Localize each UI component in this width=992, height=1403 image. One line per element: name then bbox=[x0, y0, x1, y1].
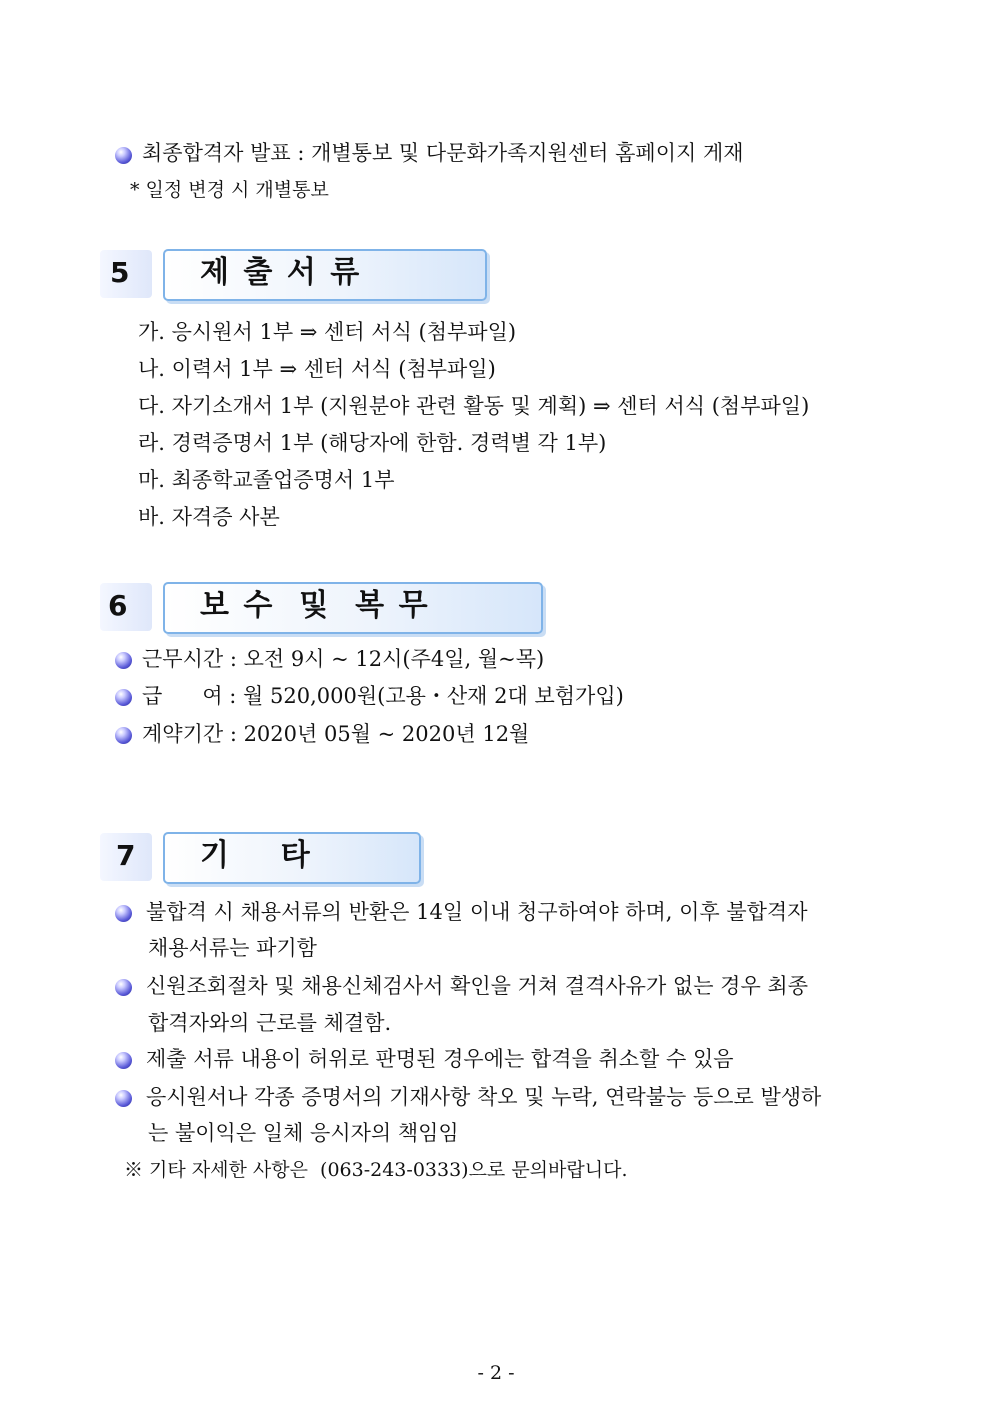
page-number: - 2 - bbox=[477, 1362, 515, 1384]
bullet-icon bbox=[115, 979, 132, 996]
bullet-icon bbox=[115, 727, 132, 744]
section-heading: 기 타 bbox=[200, 838, 312, 873]
section-number: 5 bbox=[110, 256, 130, 289]
document-item: 가. 응시원서 1부 ⇒ 센터 서식 (첨부파일) bbox=[138, 320, 517, 344]
other-item-continued: 합격자와의 근로를 체결함. bbox=[148, 1011, 392, 1035]
pay-item: 급 여 : 월 520,000원(고용・산재 2대 보험가입) bbox=[142, 684, 624, 708]
bullet-icon bbox=[115, 1052, 132, 1069]
pay-item: 근무시간 : 오전 9시 ~ 12시(주4일, 월~목) bbox=[142, 647, 545, 671]
section-number: 6 bbox=[108, 589, 128, 622]
document-item: 바. 자격증 사본 bbox=[138, 505, 280, 529]
document-item: 라. 경력증명서 1부 (해당자에 한함. 경력별 각 1부) bbox=[138, 431, 607, 455]
pay-item: 계약기간 : 2020년 05월 ~ 2020년 12월 bbox=[142, 722, 530, 746]
section-heading: 보 수 및 복 무 bbox=[200, 588, 430, 623]
other-item: 응시원서나 각종 증명서의 기재사항 착오 및 누락, 연락불능 등으로 발생하 bbox=[146, 1085, 822, 1109]
bullet-icon bbox=[115, 1090, 132, 1107]
document-item: 마. 최종학교졸업증명서 1부 bbox=[138, 468, 395, 492]
bullet-icon bbox=[115, 652, 132, 669]
contact-note: ※ 기타 자세한 사항은 (063-243-0333)으로 문의바랍니다. bbox=[124, 1159, 628, 1181]
bullet-icon bbox=[115, 689, 132, 706]
section-number: 7 bbox=[116, 839, 136, 872]
bullet-icon bbox=[115, 905, 132, 922]
schedule-note: * 일정 변경 시 개별통보 bbox=[130, 179, 329, 201]
document-item: 나. 이력서 1부 ⇒ 센터 서식 (첨부파일) bbox=[138, 357, 496, 381]
bullet-icon bbox=[115, 147, 132, 164]
other-item: 신원조회절차 및 채용신체검사서 확인을 거쳐 결격사유가 없는 경우 최종 bbox=[146, 974, 808, 998]
section-heading: 제 출 서 류 bbox=[200, 255, 362, 290]
other-item-continued: 는 불이익은 일체 응시자의 책임임 bbox=[148, 1121, 459, 1145]
other-item-continued: 채용서류는 파기함 bbox=[148, 936, 317, 960]
final-announcement-line: 최종합격자 발표 : 개별통보 및 다문화가족지원센터 홈페이지 게재 bbox=[142, 141, 744, 165]
document-item: 다. 자기소개서 1부 (지원분야 관련 활동 및 계획) ⇒ 센터 서식 (첨부파일) bbox=[138, 394, 810, 418]
other-item: 불합격 시 채용서류의 반환은 14일 이내 청구하여야 하며, 이후 불합격자 bbox=[146, 900, 808, 924]
other-item: 제출 서류 내용이 허위로 판명된 경우에는 합격을 취소할 수 있음 bbox=[146, 1047, 734, 1071]
